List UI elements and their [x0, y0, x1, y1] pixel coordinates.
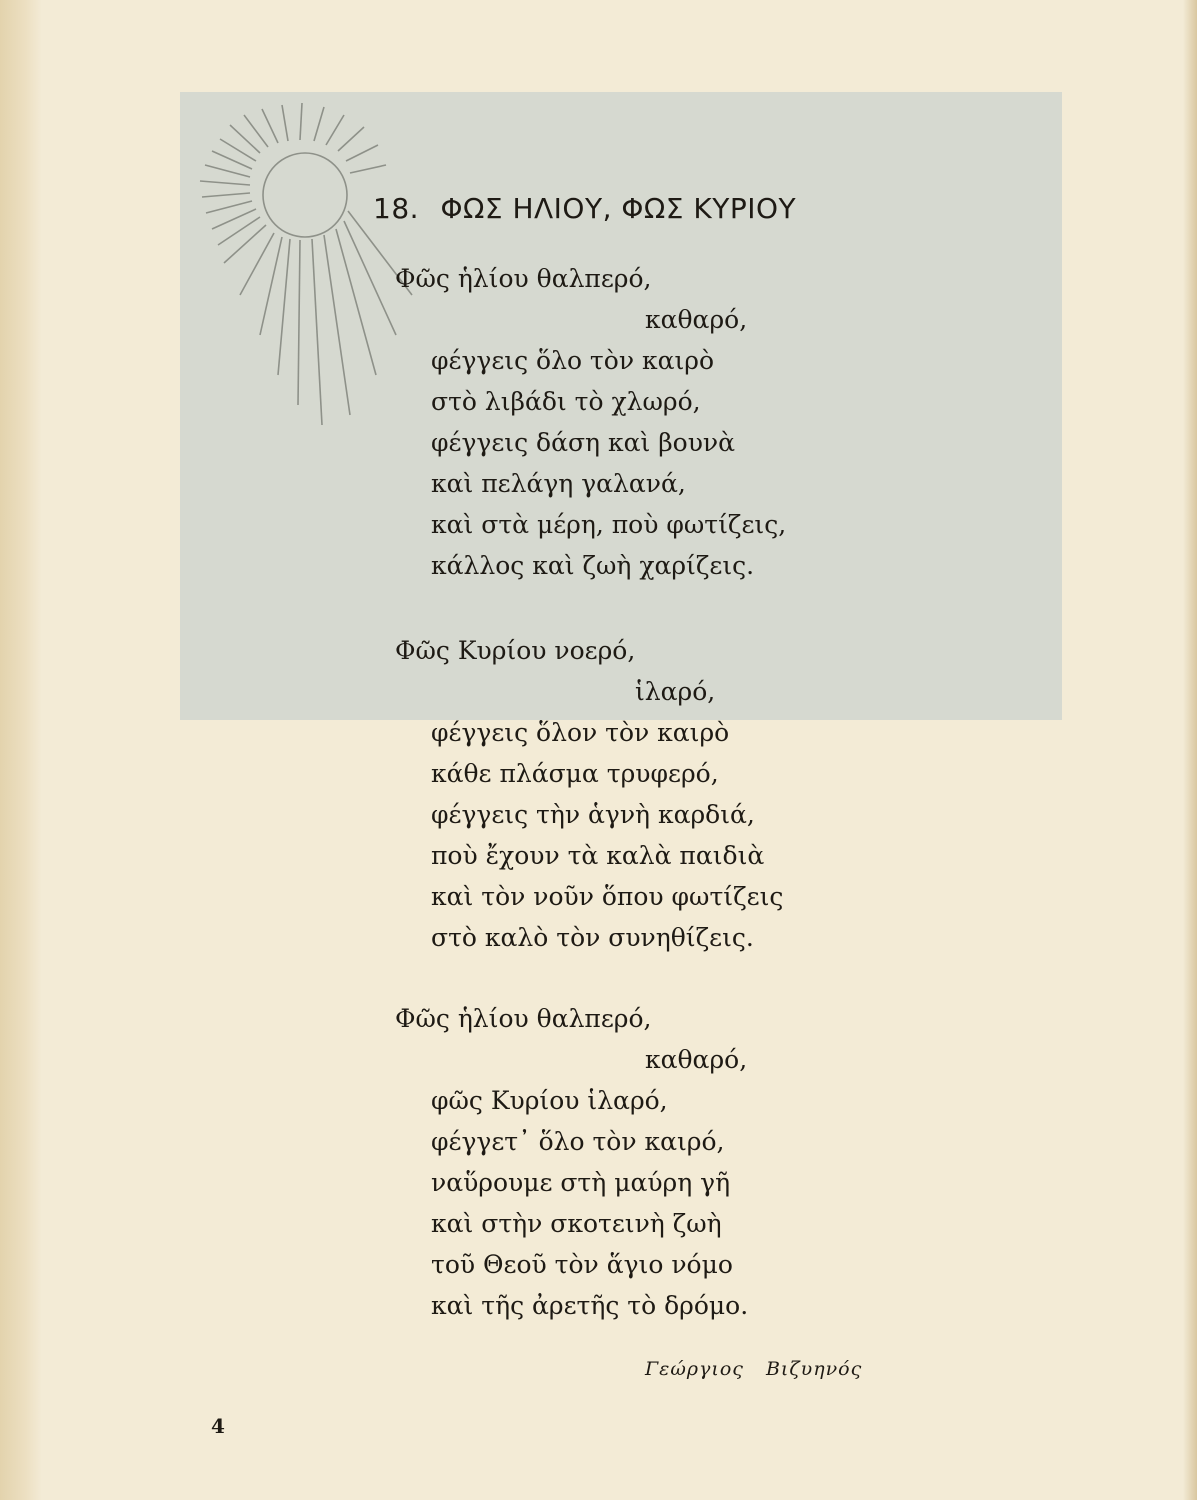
poem-number: 18. — [373, 192, 420, 225]
poem-line: κάλλος καὶ ζωὴ χαρίζεις. — [431, 551, 755, 580]
poem-line: Φῶς ἡλίου θαλπερό, — [395, 1004, 652, 1033]
poem-line: κάθε πλάσμα τρυφερό, — [431, 759, 719, 788]
poem-line: καὶ στὰ μέρη, ποὺ φωτίζεις, — [431, 510, 787, 539]
page-edge — [1183, 0, 1197, 1500]
poem-line: στὸ λιβάδι τὸ χλωρό, — [431, 387, 701, 416]
poem-line: φέγγετ᾽ ὅλο τὸν καιρό, — [431, 1127, 725, 1156]
poem-line: φέγγεις ὅλον τὸν καιρὸ — [431, 718, 730, 747]
stanza-2 — [395, 630, 783, 958]
poem-line: ποὺ ἔχουν τὰ καλὰ παιδιὰ — [431, 841, 765, 870]
page-number: 4 — [211, 1414, 225, 1438]
poem-title — [373, 192, 796, 225]
sun-illustration — [190, 95, 430, 455]
poem-line: ἱλαρό, — [635, 677, 716, 706]
poem-line: Φῶς ἡλίου θαλπερό, — [395, 264, 652, 293]
poem-title-text: ΦΩΣ ΗΛΙΟΥ, ΦΩΣ ΚΥΡΙΟΥ — [440, 192, 797, 225]
poem-line: φέγγεις τὴν ἁγνὴ καρδιά, — [431, 800, 755, 829]
poem-line: φέγγεις ὅλο τὸν καιρὸ — [431, 346, 715, 375]
poem-line: φῶς Κυρίου ἱλαρό, — [431, 1086, 668, 1115]
page-binding — [0, 0, 42, 1500]
poem-line: Φῶς Κυρίου νοερό, — [395, 636, 636, 665]
author-first-name: Γεώργιος — [645, 1358, 744, 1380]
poem-line: ναὕρουμε στὴ μαύρη γῆ — [431, 1168, 731, 1197]
poem-line: καθαρό, — [645, 305, 748, 334]
stanza-3 — [395, 998, 748, 1326]
author-last-name: Βιζυηνός — [765, 1358, 863, 1380]
poem-author — [645, 1358, 862, 1380]
poem-line: καὶ πελάγη γαλανά, — [431, 469, 686, 498]
poem-line: καὶ τῆς ἀρετῆς τὸ δρόμο. — [431, 1291, 749, 1320]
poem-line: φέγγεις δάση καὶ βουνὰ — [431, 428, 736, 457]
poem-line: καὶ τὸν νοῦν ὅπου φωτίζεις — [431, 882, 784, 911]
stanza-1 — [395, 258, 786, 586]
poem-line: τοῦ Θεοῦ τὸν ἅγιο νόμο — [431, 1250, 733, 1279]
poem-line: καθαρό, — [645, 1045, 748, 1074]
poem-line: στὸ καλὸ τὸν συνηθίζεις. — [431, 923, 754, 952]
poem-line: καὶ στὴν σκοτεινὴ ζωὴ — [431, 1209, 722, 1238]
